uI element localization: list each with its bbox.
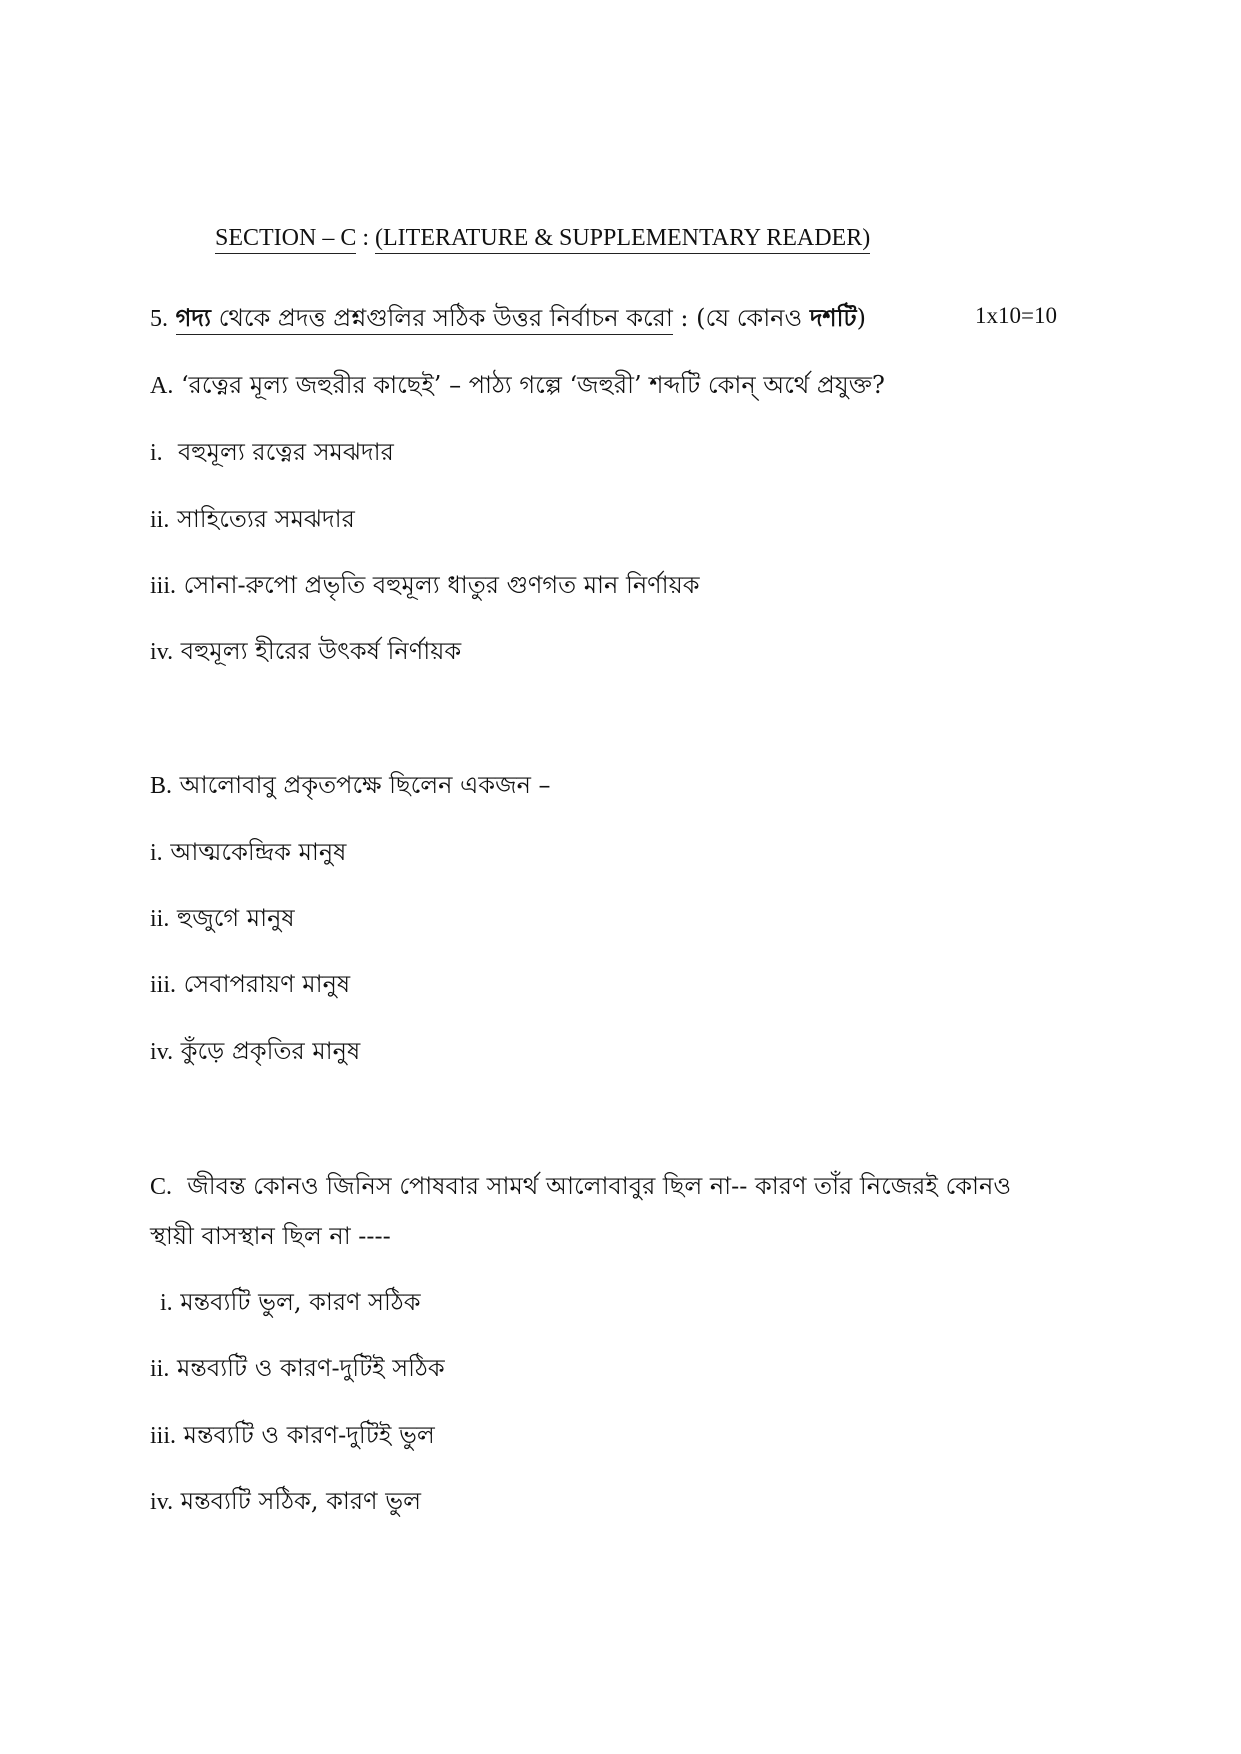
option-item: [150, 434, 394, 474]
option-label: ii.: [150, 1356, 170, 1382]
question-text: আলোবাবু প্রকৃতপক্ষে ছিলেন একজন –: [179, 771, 551, 799]
option-label: iv.: [150, 1489, 174, 1515]
option-item: [150, 1350, 445, 1390]
question-c-continuation: [150, 1218, 391, 1258]
option-item: [160, 1284, 421, 1324]
instruction-text: থেকে প্রদত্ত প্রশ্নগুলির সঠিক উত্তর নির্বাচন করো: [210, 304, 673, 332]
instruction-bold-word: গদ্য: [175, 303, 211, 332]
section-subtitle: (LITERATURE & SUPPLEMENTARY READER): [375, 225, 870, 254]
question-b: [150, 767, 551, 807]
instruction-paren-close: ): [856, 304, 866, 332]
option-text: মন্তব্যটি ভুল, কারণ সঠিক: [180, 1288, 421, 1316]
option-item: [150, 1417, 435, 1457]
question-text-line-1: জীবন্ত কোনও জিনিস পোষবার সামর্থ আলোবাবুর ছিল না-- কারণ তাঁর নিজেরই কোনও: [187, 1172, 1011, 1200]
question-label: A.: [150, 373, 174, 399]
question-c: [150, 1168, 1011, 1208]
question-5-instruction: [150, 300, 866, 340]
question-label: C.: [150, 1174, 173, 1200]
option-text: সেবাপরায়ণ মানুষ: [183, 970, 351, 998]
option-text: মন্তব্যটি ও কারণ-দুটিই সঠিক: [176, 1354, 445, 1382]
option-text: কুঁড়ে প্রকৃতির মানুষ: [180, 1037, 361, 1065]
instruction-paren-open: (যে কোনও: [696, 304, 810, 332]
instruction-count: দশটি: [809, 303, 857, 332]
option-text: সাহিত্যের সমঝদার: [176, 505, 355, 533]
option-label: i.: [160, 1290, 173, 1316]
instruction-underlined: [176, 304, 673, 335]
question-number: 5.: [150, 306, 168, 332]
option-label: i.: [150, 440, 163, 466]
option-text: হুজুগে মানুষ: [176, 904, 295, 932]
option-text: মন্তব্যটি সঠিক, কারণ ভুল: [180, 1487, 421, 1515]
section-label: SECTION – C: [215, 225, 356, 254]
question-text-line-2: স্থায়ী বাসস্থান ছিল না ----: [150, 1222, 391, 1250]
instruction-colon: :: [672, 304, 697, 332]
option-text: বহুমূল্য রত্নের সমঝদার: [177, 438, 394, 466]
question-label: B.: [150, 773, 173, 799]
option-label: iii.: [150, 1423, 177, 1449]
option-text: সোনা-রুপো প্রভৃতি বহুমূল্য ধাতুর গুণগত মান নির্ণায়ক: [183, 571, 700, 599]
option-item: [150, 567, 700, 607]
option-label: ii.: [150, 906, 170, 932]
option-text: বহুমূল্য হীরের উৎকর্ষ নির্ণায়ক: [180, 637, 462, 665]
option-item: [150, 501, 355, 541]
option-item: [150, 1483, 421, 1523]
question-text: ‘রত্নের মূল্য জহুরীর কাছেই’ – পাঠ্য গল্পে ‘জহুরী’ শব্দটি কোন্ অর্থে প্রযুক্ত?: [180, 371, 885, 399]
option-item: [150, 633, 461, 673]
option-label: iv.: [150, 639, 174, 665]
question-a: [150, 367, 885, 407]
option-item: [150, 966, 350, 1006]
option-text: আত্মকেন্দ্রিক মানুষ: [170, 838, 347, 866]
section-separator: :: [356, 225, 376, 251]
option-label: iii.: [150, 972, 177, 998]
option-item: [150, 900, 295, 940]
option-text: মন্তব্যটি ও কারণ-দুটিই ভুল: [183, 1421, 435, 1449]
option-label: iv.: [150, 1039, 174, 1065]
option-item: [150, 834, 346, 874]
option-label: i.: [150, 840, 163, 866]
option-item: [150, 1033, 360, 1073]
section-heading: [215, 225, 870, 252]
marks-allocation: 1x10=10: [975, 303, 1057, 328]
option-label: iii.: [150, 573, 177, 599]
option-label: ii.: [150, 507, 170, 533]
